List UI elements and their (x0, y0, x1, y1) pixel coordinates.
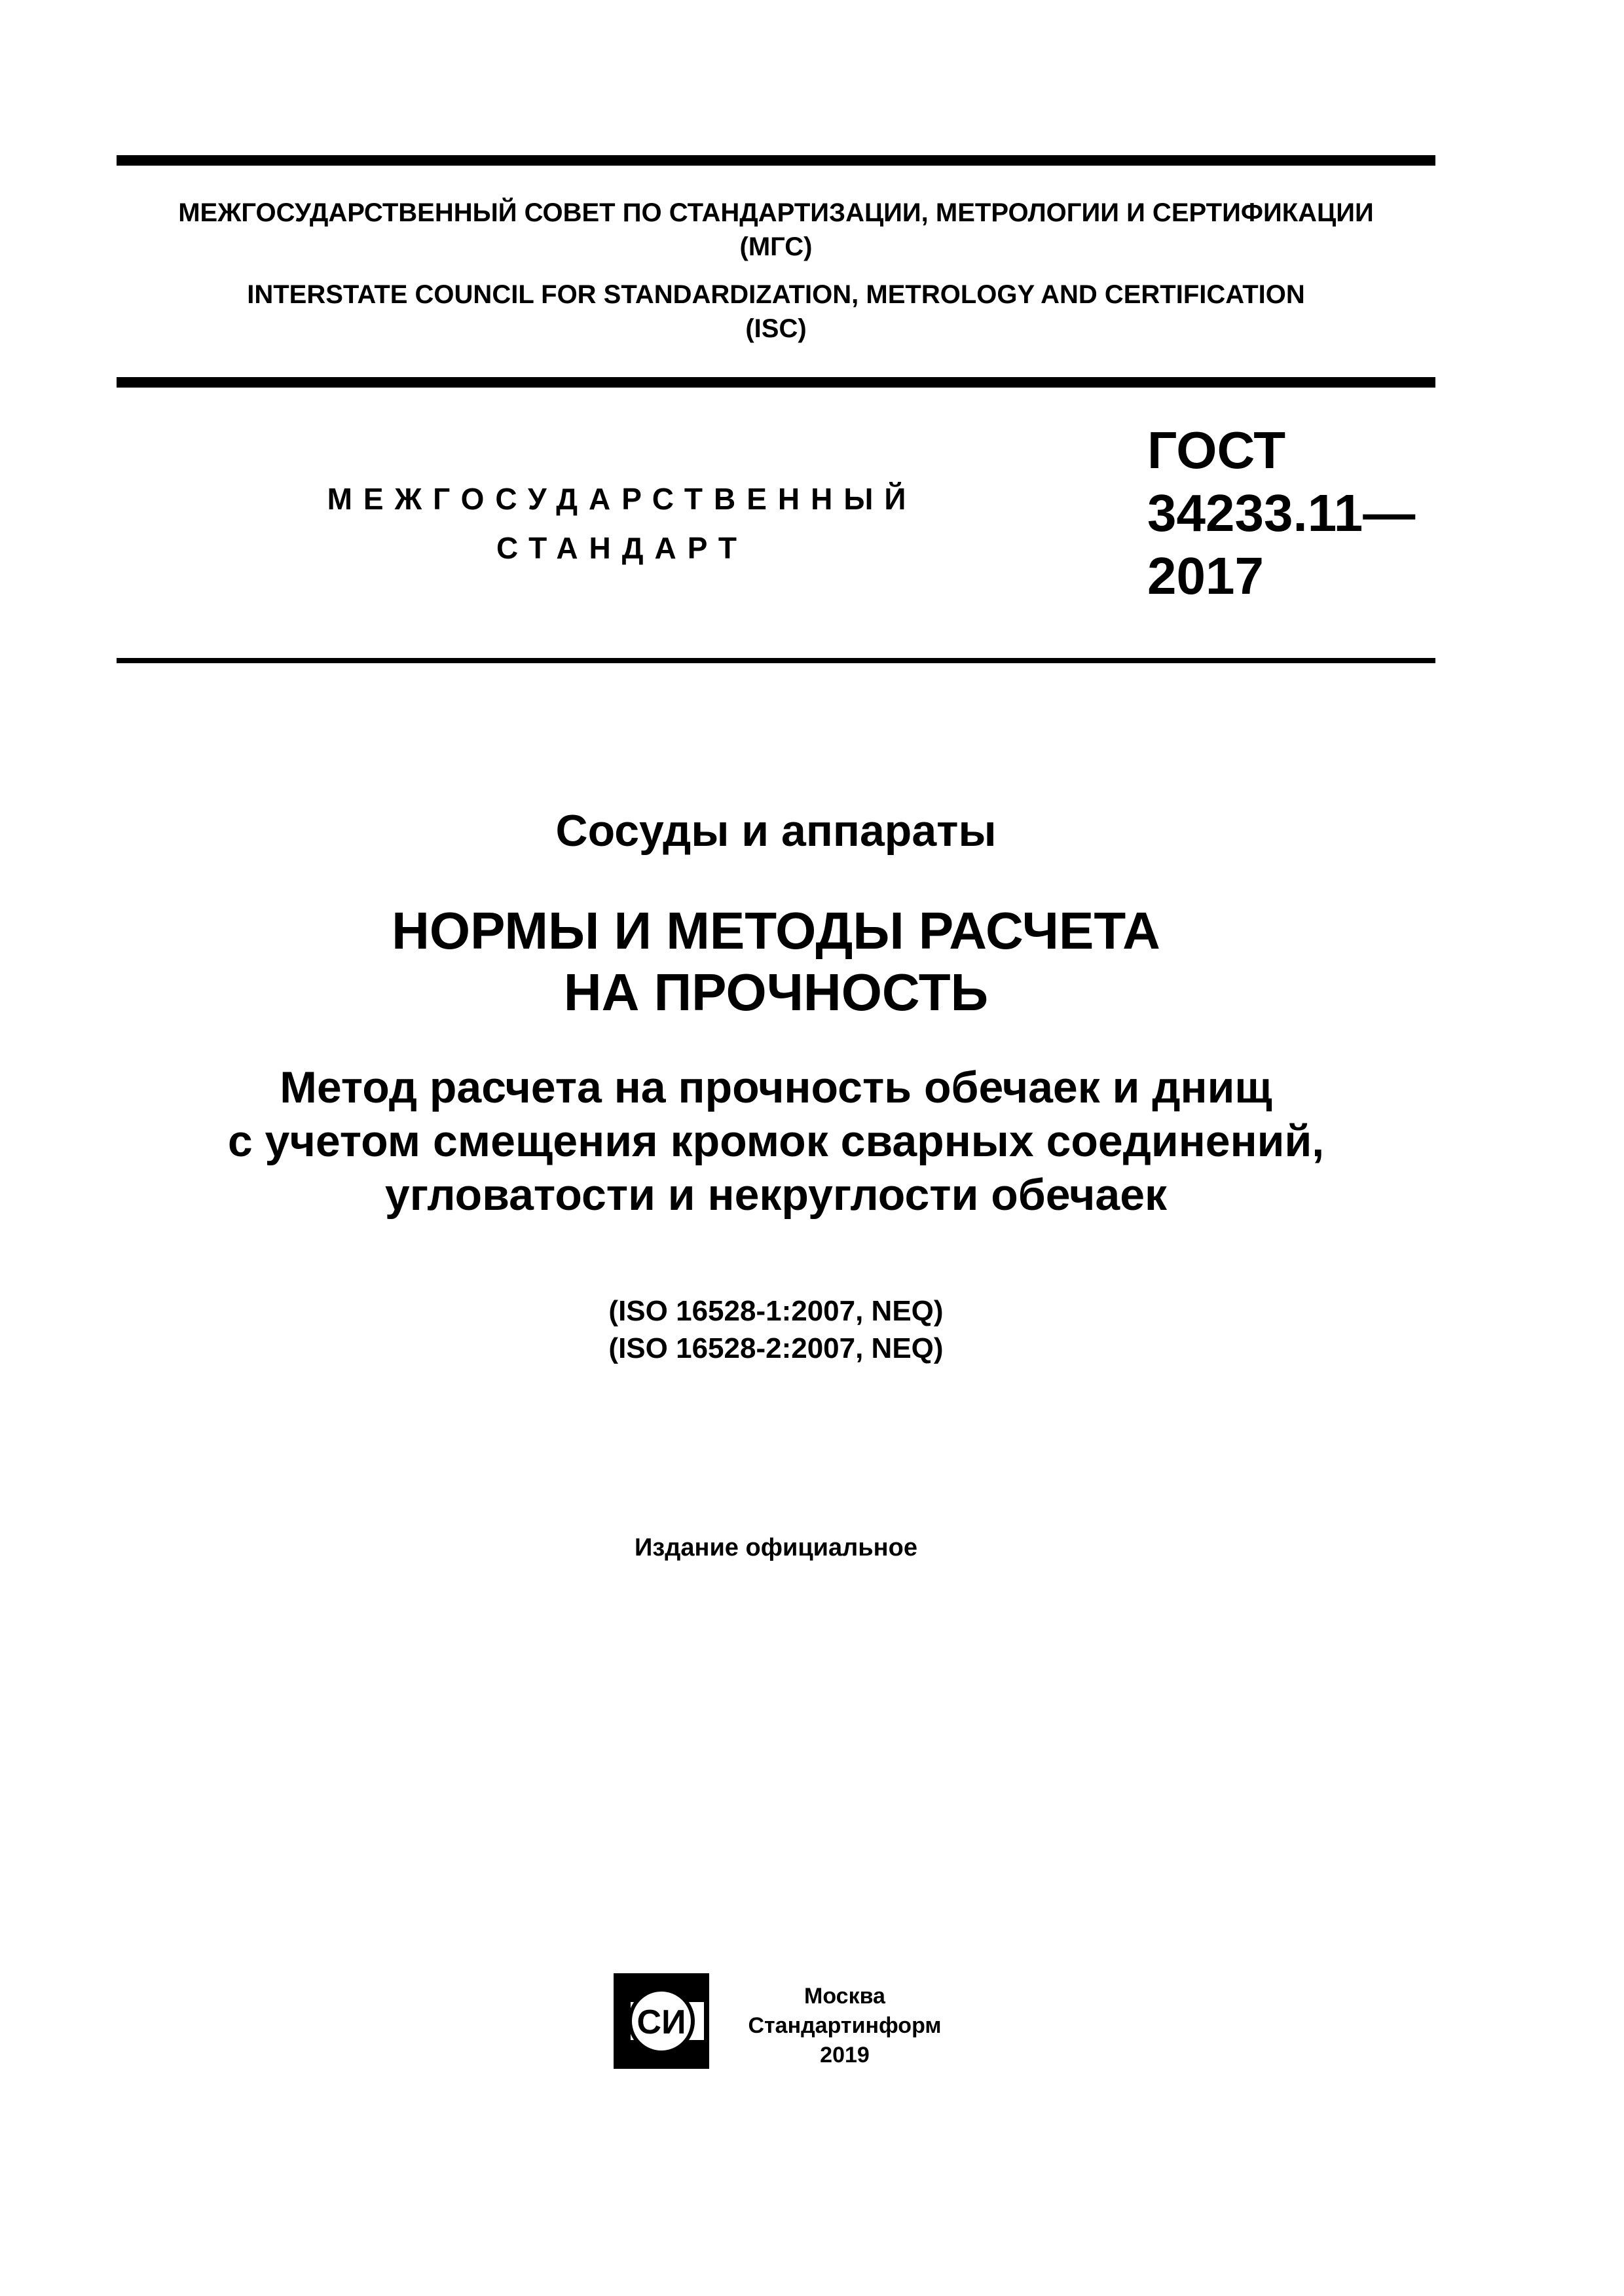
edition-label: Издание официальное (635, 1534, 917, 1561)
title-main-line1: НОРМЫ И МЕТОДЫ РАСЧЕТА (392, 902, 1160, 960)
publisher-name: Стандартинформ (748, 2013, 942, 2038)
standard-type-line2: СТАНДАРТ (496, 531, 748, 565)
gost-prefix: ГОСТ (1147, 421, 1286, 479)
publisher-city: Москва (804, 1984, 885, 2009)
title-sub-line1: Метод расчета на прочность обечаек и днищ (280, 1063, 1272, 1112)
iso-reference-2: (ISO 16528-2:2007, NEQ) (608, 1332, 944, 1364)
council-name-ru: МЕЖГОСУДАРСТВЕННЫЙ СОВЕТ ПО СТАНДАРТИЗАЦИИ, МЕТРОЛОГИИ И СЕРТИФИКАЦИИ (178, 198, 1374, 227)
council-abbr-en: (ISC) (745, 314, 807, 343)
standard-type-line1: МЕЖГОСУДАРСТВЕННЫЙ (327, 482, 917, 516)
title-sub-line3: угловатости и некруглости обечаек (384, 1170, 1168, 1220)
title-main (117, 900, 1435, 1023)
publisher-year: 2019 (820, 2043, 870, 2068)
top-divider (117, 155, 1435, 166)
gost-number: 34233.11— (1147, 484, 1416, 542)
iso-reference-1: (ISO 16528-1:2007, NEQ) (608, 1295, 944, 1327)
title-main-line2: НА ПРОЧНОСТЬ (563, 963, 989, 1021)
title-subtitle (117, 1061, 1435, 1222)
council-name-en: INTERSTATE COUNCIL FOR STANDARDIZATION, METROLOGY AND CERTIFICATION (247, 280, 1305, 309)
council-divider (117, 377, 1435, 388)
gost-designation (1147, 419, 1415, 608)
header-divider (117, 658, 1435, 663)
logo-text: СИ (637, 2003, 686, 2041)
title-sub-line2: с учетом смещения кромок сварных соединений, (227, 1116, 1325, 1166)
council-abbr-ru: (МГС) (739, 232, 813, 261)
standartinform-logo-icon (612, 1972, 710, 2070)
gost-year: 2017 (1147, 547, 1264, 605)
title-category: Сосуды и аппараты (555, 806, 997, 856)
